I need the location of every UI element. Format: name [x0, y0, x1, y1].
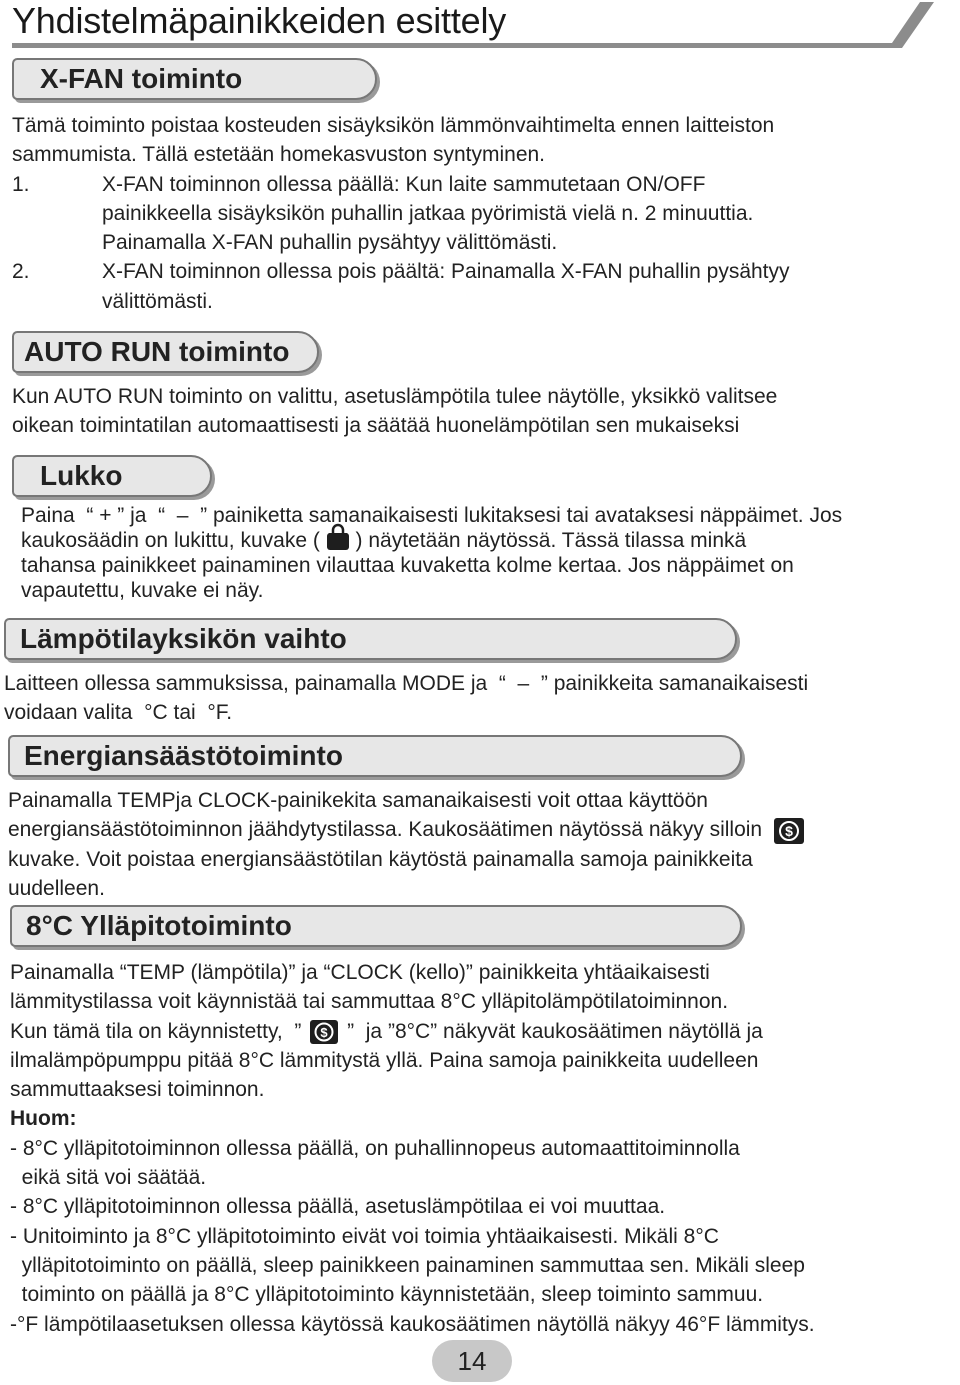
section-heading: AUTO RUN toiminto: [24, 336, 290, 367]
text-fragment: Kun tämä tila on käynnistetty, ”: [10, 1019, 302, 1043]
section-heading: Lämpötilayksikön vaihto: [20, 623, 347, 654]
list-text: X-FAN toiminnon ollessa päällä: Kun laite sammutetaan ON/OFF: [102, 172, 706, 196]
section-header-lock: [12, 455, 212, 497]
note-line: - Unitoiminto ja 8°C ylläpitotoiminto eivät voi toimia yhtäaikaisesti. Mikäli 8°C: [10, 1224, 719, 1248]
note-line: - 8°C ylläpitotoiminnon ollessa päällä, asetuslämpötilaa ei voi muuttaa.: [10, 1195, 666, 1219]
paragraph-line: oikean toimintatilan automaattisesti ja säätää huonelämpötilan sen mukaiseksi: [12, 414, 740, 438]
energy-save-icon: [310, 1020, 338, 1044]
paragraph-line: Painamalla “TEMP (lämpötila)” ja “CLOCK (kello)” painikkeita yhtäaikaisesti: [10, 961, 710, 984]
text-fragment: kaukosäädin on lukittu, kuvake (: [21, 529, 320, 552]
page-number: 14: [432, 1340, 512, 1382]
note-label: Huom:: [10, 1107, 77, 1131]
title-rule: [12, 0, 937, 52]
note-line: - 8°C ylläpitotoiminnon ollessa päällä, on puhallinnopeus automaattitoiminnolla: [10, 1136, 740, 1160]
lock-text: [21, 503, 959, 603]
svg-text:$: $: [320, 1025, 328, 1041]
paragraph-line: [21, 528, 959, 553]
list-text-cont: välittömästi.: [102, 289, 213, 313]
paragraph-line: Painamalla TEMPja CLOCK-painikekita samanaikaisesti voit ottaa käyttöön: [8, 789, 708, 812]
paragraph-line: [8, 815, 948, 844]
energy-text: [8, 786, 948, 903]
paragraph-line: uudelleen.: [8, 876, 105, 900]
lock-icon: [327, 533, 349, 550]
note-line: eikä sitä voi säätää.: [10, 1166, 207, 1190]
list-number: 1.: [12, 172, 30, 196]
section-heading: Energiansäästötoiminto: [24, 740, 343, 771]
paragraph-line: voidaan valita °C tai °F.: [4, 701, 233, 725]
autorun-text: [12, 382, 952, 441]
note-line: ylläpitotoiminto on päällä, sleep painikkeen painaminen sammuttaa sen. Mikäli sleep: [10, 1253, 805, 1277]
paragraph-line: sammuttaaksesi toiminnon.: [10, 1078, 265, 1102]
paragraph-line: ilmalämpöpumppu pitää 8°C lämmitystä yllä. Paina samoja painikkeita uudelleen: [10, 1048, 759, 1072]
section-heading: 8°C Ylläpitotoiminto: [26, 910, 292, 941]
xfan-text: [12, 111, 942, 316]
text-fragment: ) näytetään näytössä. Tässä tilassa minkä: [355, 529, 747, 552]
section-header-energy: [8, 735, 742, 777]
paragraph-line: tahansa painikkeet painaminen vilauttaa kuvaketta kolme kertaa. Jos näppäimet on: [21, 554, 794, 577]
paragraph-line: Kun AUTO RUN toiminto on valittu, asetuslämpötila tulee näytölle, yksikkö valitsee: [12, 385, 778, 408]
page-title: Yhdistelmäpainikkeiden esittely: [12, 0, 507, 41]
paragraph-line: lämmitystilassa voit käynnistää tai sammuttaa 8°C ylläpitolämpötilatoiminnon.: [10, 990, 729, 1014]
energy-save-icon: [774, 818, 804, 844]
section-header-xfan: [12, 58, 377, 100]
list-number: 2.: [12, 260, 30, 284]
svg-text:$: $: [785, 822, 793, 839]
list-item: [12, 170, 942, 199]
list-item: [12, 257, 942, 286]
paragraph-line: Paina “ + ” ja “ – ” painiketta samanaikaisesti lukitaksesi tai avataksesi näppäimet. Jos: [21, 504, 843, 527]
section-header-8c: [10, 905, 742, 947]
text-fragment: energiansäästötoiminnon jäähdytystilassa. Kaukosäätimen näytössä näkyy silloin: [8, 818, 763, 842]
list-text-cont: Painamalla X-FAN puhallin pysähtyy välittömästi.: [102, 231, 558, 255]
section-heading: Lukko: [40, 460, 123, 491]
paragraph-line: Laitteen ollessa sammuksissa, painamalla MODE ja “ – ” painikkeita samanaikaisesti: [4, 672, 809, 695]
note-line: -°F lämpötilaasetuksen ollessa käytössä kaukosäätimen näytöllä näkyy 46°F lämmitys.: [10, 1312, 815, 1336]
paragraph-line: sammumista. Tällä estetään homekasvuston syntyminen.: [12, 143, 546, 167]
section-header-autorun: [12, 331, 319, 373]
paragraph-line: Tämä toiminto poistaa kosteuden sisäyksikön lämmönvaihtimelta ennen laitteiston: [12, 114, 775, 137]
section-header-tempunit: [4, 618, 737, 660]
note-line: toiminto on päällä ja 8°C ylläpitotoiminto käynnistetään, sleep toiminto sammuu.: [10, 1283, 764, 1307]
list-text: X-FAN toiminnon ollessa pois päältä: Painamalla X-FAN puhallin pysähtyy: [102, 260, 790, 284]
paragraph-line: [10, 1017, 950, 1046]
eightc-text: [10, 958, 950, 1339]
text-fragment: ” ja ”8°C” näkyvät kaukosäätimen näytöllä ja: [347, 1019, 763, 1043]
paragraph-line: vapautettu, kuvake ei näy.: [21, 579, 264, 602]
list-text-cont: painikkeella sisäyksikön puhallin jatkaa pyörimistä vielä n. 2 minuuttia.: [102, 201, 754, 225]
tempunit-text: [4, 669, 954, 728]
paragraph-line: kuvake. Voit poistaa energiansäästötilan käytöstä painamalla samoja painikkeita: [8, 847, 753, 871]
section-heading: X-FAN toiminto: [40, 63, 243, 94]
